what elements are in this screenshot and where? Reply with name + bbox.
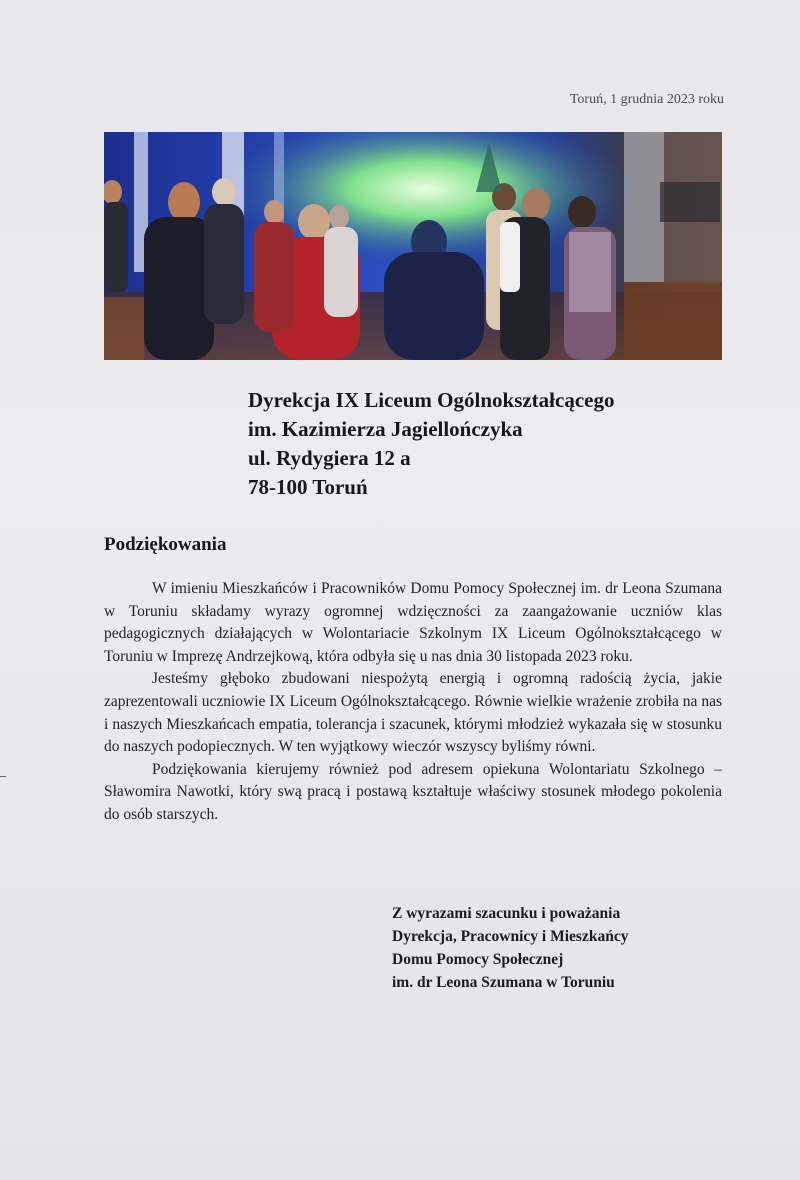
signature-line-1: Z wyrazami szacunku i poważania bbox=[392, 905, 621, 922]
addressee-line-2: im. Kazimierza Jagiellończyka bbox=[248, 417, 523, 441]
addressee-block bbox=[248, 386, 614, 502]
addressee-line-4: 78-100 Toruń bbox=[248, 475, 368, 499]
margin-mark bbox=[0, 776, 6, 777]
event-photo bbox=[104, 132, 722, 360]
body-paragraph-2: Jesteśmy głęboko zbudowani niespożytą energią i ogromną radością życia, jakie zaprezentowali uczniowie IX Liceum Ogólnokształcącego. Równie wielkie wrażenie zrobiła na nas i naszych Mieszkańcach empatia, tolerancja i szacunek, którymi młodzież wykazała się w stosunku do naszych podopiecznych. W ten wyjątkowy wieczór wszyscy byliśmy równi. bbox=[104, 670, 722, 756]
event-photo-image bbox=[104, 132, 722, 360]
body-paragraph-3: Podziękowania kierujemy również pod adresem opiekuna Wolontariatu Szkolnego – Sławomira Nawotki, który swą pracą i postawą kształtuje właściwy stosunek młodego pokolenia do osób starszych. bbox=[104, 760, 722, 823]
signature-line-3: Domu Pomocy Społecznej bbox=[392, 951, 564, 968]
date-line: Toruń, 1 grudnia 2023 roku bbox=[569, 92, 724, 107]
letter-heading: Podziękowania bbox=[104, 534, 227, 555]
signature-line-4: im. dr Leona Szumana w Toruniu bbox=[392, 974, 615, 991]
signature-block bbox=[392, 902, 628, 994]
letter-body bbox=[104, 578, 722, 827]
body-paragraph-1: W imieniu Mieszkańców i Pracowników Domu Pomocy Społecznej im. dr Leona Szumana w Toruniu składamy wyrazy ogromnej wdzięczności za zaangażowanie uczniów klas pedagogicznych działających w Wolontariacie Szkolnym IX Liceum Ogólnokształcącego w Toruniu w Imprezę Andrzejkową, która odbyła się u nas dnia 30 listopada 2023 roku. bbox=[104, 580, 722, 665]
addressee-line-1: Dyrekcja IX Liceum Ogólnokształcącego bbox=[248, 388, 615, 412]
addressee-line-3: ul. Rydygiera 12 a bbox=[248, 446, 411, 470]
signature-line-2: Dyrekcja, Pracownicy i Mieszkańcy bbox=[392, 928, 629, 945]
